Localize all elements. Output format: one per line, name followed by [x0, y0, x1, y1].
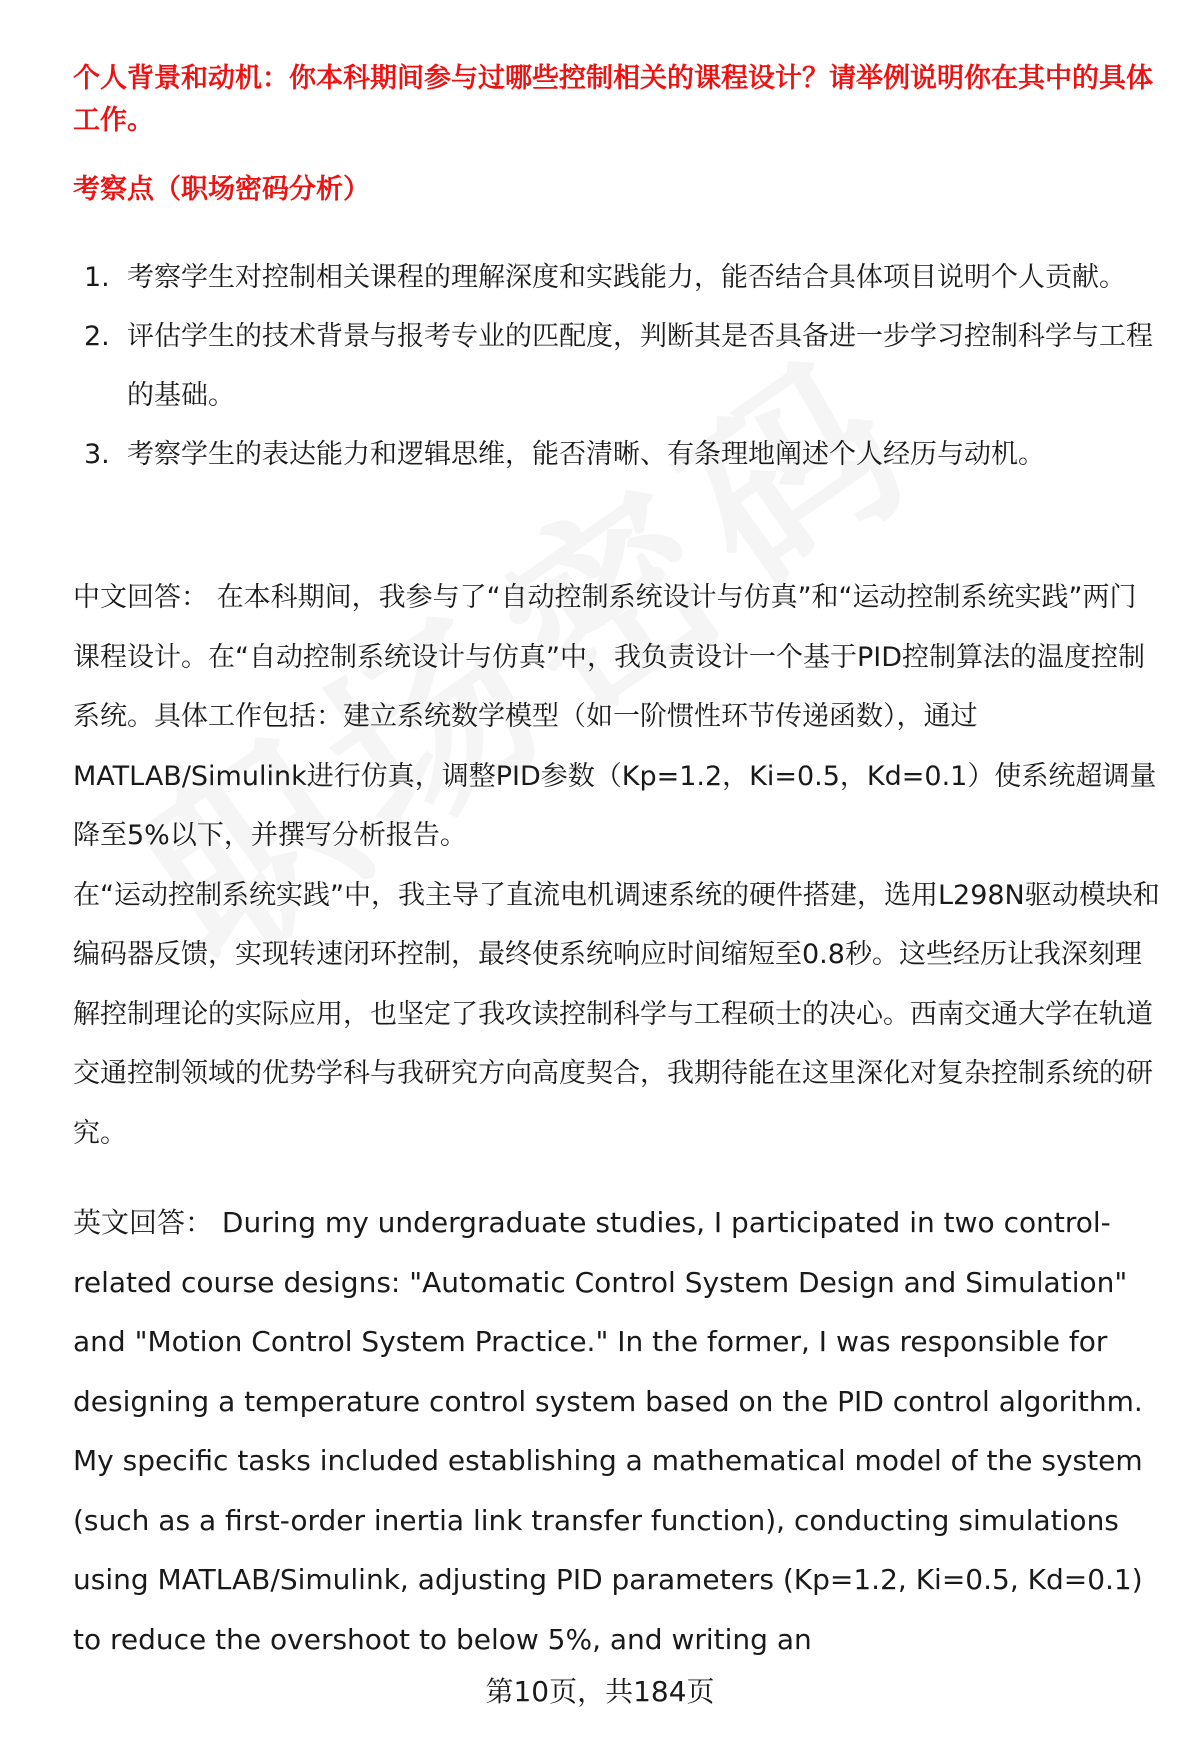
analysis-point-text: 评估学生的技术背景与报考专业的匹配度，判断其是否具备进一步学习控制科学与工程的基础。	[127, 321, 1153, 411]
chinese-answer-paragraph: 中文回答： 在本科期间，我参与了“自动控制系统设计与仿真”和“运动控制系统实践”两门课程设计。在“自动控制系统设计与仿真”中，我负责设计一个基于PID控制算法的温度控制系统。具体工作包括：建立系统数学模型（如一阶惯性环节传递函数），通过MATLAB/Simulink进行仿真，调整PID参数（Kp=1.2，Ki=0.5，Kd=0.1）使系统超调量降至5%以下，并撰写分析报告。	[73, 582, 1157, 851]
chinese-answer-paragraph: 在“运动控制系统实践”中，我主导了直流电机调速系统的硬件搭建，选用L298N驱动模块和编码器反馈，实现转速闭环控制，最终使系统响应时间缩短至0.8秒。这些经历让我深刻理解控制理论的实际应用，也坚定了我攻读控制科学与工程硕士的决心。西南交通大学在轨道交通控制领域的优势学科与我研究方向高度契合，我期待能在这里深化对复杂控制系统的研究。	[73, 879, 1160, 1149]
analysis-point-list	[84, 248, 1160, 484]
page-number-footer: 第10页，共184页	[485, 1675, 715, 1708]
analysis-point	[84, 248, 1160, 307]
analysis-point-text: 考察学生对控制相关课程的理解深度和实践能力，能否结合具体项目说明个人贡献。	[127, 262, 1126, 293]
analysis-point	[84, 307, 1160, 425]
analysis-point-number: 3.	[84, 439, 110, 470]
analysis-point-number: 1.	[84, 262, 110, 293]
chinese-answer	[73, 568, 1163, 1163]
english-answer: 英文回答： During my undergraduate studies, I participated in two control-related course designs: "Automatic Control System Design and Simulation" and "Motion Control System Practice." In the former, I was responsible for designing a temperature control system based on the PID control algorithm. My specific tasks included establishing a mathematical model of the system (such as a first-order inertia link transfer function), conducting simulations using MATLAB/Simulink, adjusting PID parameters (Kp=1.2, Ki=0.5, Kd=0.1) to reduce the overshoot to below 5%, and writing an	[73, 1206, 1143, 1656]
analysis-point-text: 考察学生的表达能力和逻辑思维，能否清晰、有条理地阐述个人经历与动机。	[127, 439, 1045, 470]
analysis-point	[84, 425, 1160, 484]
question-title: 个人背景和动机：你本科期间参与过哪些控制相关的课程设计？请举例说明你在其中的具体工作。	[73, 63, 1153, 136]
analysis-point-number: 2.	[84, 321, 110, 352]
analysis-heading: 考察点（职场密码分析）	[73, 174, 370, 205]
